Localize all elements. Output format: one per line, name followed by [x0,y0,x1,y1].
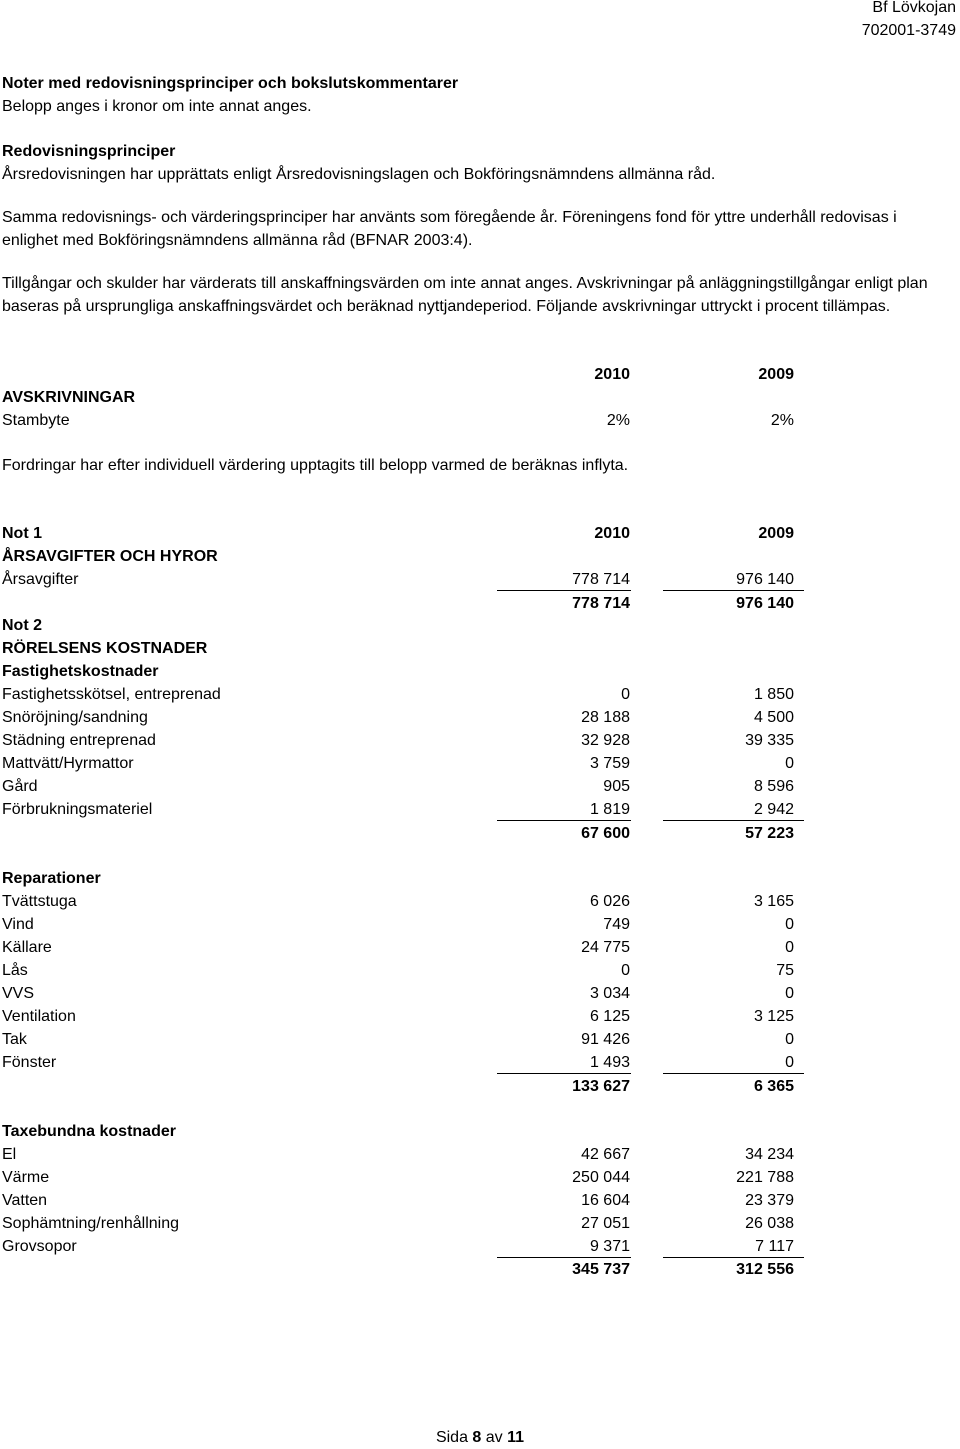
table-row: Tvättstuga 6 026 3 165 [2,893,794,910]
document-title: Noter med redovisningsprinciper och bokslutskommentarer [2,75,459,92]
table-row: Ventilation 6 125 3 125 [2,1008,794,1025]
depreciation-value-2010: 2% [606,412,630,429]
organization-name: Bf Lövkojan [872,0,956,16]
of-word: av [485,1429,503,1446]
depreciation-value-2009: 2% [770,412,794,429]
table-row: Lås 0 75 [2,962,794,979]
table-row: Städning entreprenad 32 928 39 335 [2,732,794,749]
organization-number: 702001-3749 [861,22,956,39]
page-number: 8 [472,1429,482,1446]
table-row: Förbrukningsmateriel 1 819 2 942 [2,801,794,818]
total-divider [663,1073,804,1074]
table-row: Grovsopor 9 371 7 117 [2,1238,794,1255]
year-2009: 2009 [758,525,794,542]
year-2010: 2010 [594,366,630,383]
principles-paragraph-1: Årsredovisningen har upprättats enligt Årsredovisningslagen och Bokföringsnämndens allmänna råd. [2,166,716,183]
principles-paragraph-3: Tillgångar och skulder har värderats till anskaffningsvärden om inte annat anges. Avskrivningar på anläggningstillgångar enligt plan baseras på ursprungliga anskaffningsvärdet och beräknad nyttjandeperiod. Följande avskrivningar uttryckt i procent tillämpas. [2,275,928,315]
principles-paragraph-2: Samma redovisnings- och värderingsprinciper har använts som föregående år. Föreningens fond för yttre underhåll redovisas i enlighet med Bokföringsnämndens allmänna råd (BFNAR 2003:4). [2,209,897,249]
document-subtitle: Belopp anges i kronor om inte annat anges. [2,98,312,115]
table-row: Källare 24 775 0 [2,939,794,956]
principles-title: Redovisningsprinciper [2,143,176,160]
page-word: Sida [435,1429,468,1446]
depreciation-label: Stambyte [2,412,70,429]
fastighet-total-row: 67 600 57 223 [581,825,794,842]
total-divider [497,590,631,591]
table-row: VVS 3 034 0 [2,985,794,1002]
table-row: Årsavgifter 778 714 976 140 [2,571,794,588]
total-divider [663,590,804,591]
note-2-heading: Not 2 [2,617,42,634]
table-row: El 42 667 34 234 [2,1146,794,1163]
table-row: Snöröjning/sandning 28 188 4 500 [2,709,794,726]
table-row: Tak 91 426 0 [2,1031,794,1048]
note-1-total-row: 778 714 976 140 [572,595,794,612]
table-row: Gård 905 8 596 [2,778,794,795]
year-2010: 2010 [594,525,630,542]
section-title-fastighet: Fastighetskostnader [2,663,159,680]
receivables-note: Fordringar har efter individuell värdering upptagits till belopp varmed de beräknas inflyta. [2,457,629,474]
section-title-reparationer: Reparationer [2,870,101,887]
table-row: Sophämtning/renhållning 27 051 26 038 [2,1215,794,1232]
table-row: Vatten 16 604 23 379 [2,1192,794,1209]
reparationer-total-row: 133 627 6 365 [572,1078,794,1095]
note-1-heading-row [2,522,960,545]
note-2-title: RÖRELSENS KOSTNADER [2,640,208,657]
page-total: 11 [507,1429,525,1446]
table-row: Fönster 1 493 0 [2,1054,794,1071]
table-row: Fastighetsskötsel, entreprenad 0 1 850 [2,686,794,703]
depreciation-title: AVSKRIVNINGAR [2,389,136,406]
note-1-title: ÅRSAVGIFTER OCH HYROR [2,548,218,565]
table-row: Vind 749 0 [2,916,794,933]
note-1-heading: Not 1 [2,525,42,542]
total-divider [497,820,631,821]
depreciation-year-header [2,363,960,386]
taxebundna-total-row: 345 737 312 556 [572,1261,794,1278]
table-row: Mattvätt/Hyrmattor 3 759 0 [2,755,794,772]
section-title-taxebundna: Taxebundna kostnader [2,1123,176,1140]
total-divider [497,1073,631,1074]
table-row: Värme 250 044 221 788 [2,1169,794,1186]
total-divider [663,820,804,821]
year-2009: 2009 [758,366,794,383]
depreciation-row [2,409,960,432]
